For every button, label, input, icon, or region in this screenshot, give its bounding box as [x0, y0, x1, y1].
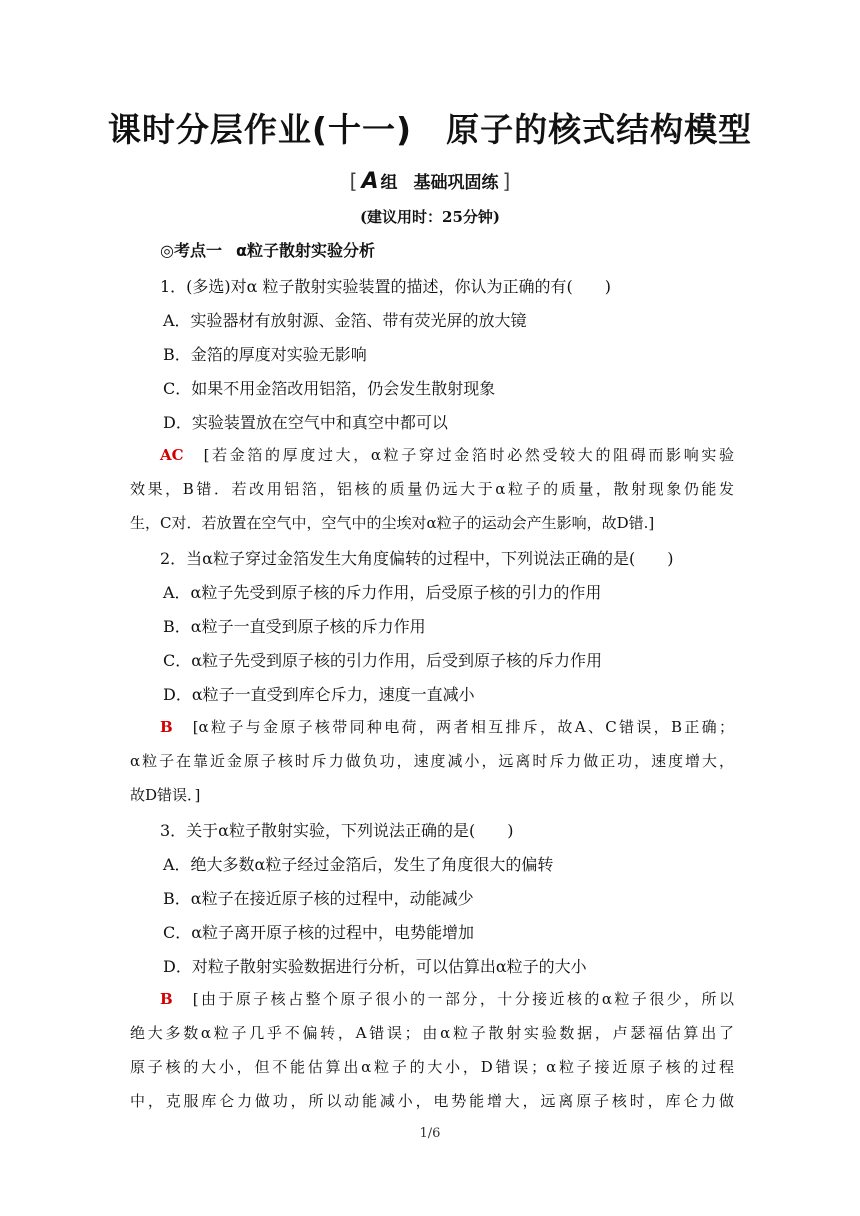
q2-option-b: B．α粒子一直受到原子核的斥力作用	[163, 617, 426, 636]
q1-answer-line-1: AC [若金箔的厚度过大，α粒子穿过金箔时必然受较大的阻碍而影响实验	[160, 446, 734, 464]
q1-answer-line-3: 生，C对．若放置在空气中，空气中的尘埃对α粒子的运动会产生影响，故D错.]	[130, 514, 655, 532]
q1-answer-line-2: 效果，B错．若改用铝箔，铝核的质量仍远大于α粒子的质量，散射现象仍能发	[130, 480, 734, 498]
suggested-time: (建议用时：25分钟)	[359, 208, 501, 226]
q1-option-d: D．实验装置放在空气中和真空中都可以	[163, 413, 448, 432]
right-bracket: ]	[502, 169, 511, 193]
question-2-stem: 2．当α粒子穿过金箔发生大角度偏转的过程中，下列说法正确的是( )	[160, 549, 674, 568]
q1-option-c: C．如果不用金箔改用铝箔，仍会发生散射现象	[163, 379, 496, 398]
q2-answer-key: B	[160, 718, 173, 736]
q2-answer-line-2: α粒子在靠近金原子核时斥力做负功，速度减小，远离时斥力做正功，速度增大，	[130, 752, 734, 770]
q1-option-b: B．金箔的厚度对实验无影响	[163, 345, 367, 364]
q2-answer-line-1: B [α粒子与金原子核带同种电荷，两者相互排斥，故A、C错误，B正确；	[160, 718, 734, 736]
q1-option-a: A．实验器材有放射源、金箔、带有荧光屏的放大镜	[163, 311, 527, 330]
q2-option-a: A．α粒子先受到原子核的斥力作用，后受原子核的引力的作用	[163, 583, 602, 602]
q3-option-a: A．绝大多数α粒子经过金箔后，发生了角度很大的偏转	[163, 855, 554, 874]
section-marker: ◎考点一	[160, 241, 222, 260]
page-number: 1/6	[419, 1126, 441, 1141]
q3-option-d: D．对粒子散射实验数据进行分析，可以估算出α粒子的大小	[163, 957, 587, 976]
q3-option-b: B．α粒子在接近原子核的过程中，动能减少	[163, 889, 474, 908]
q2-option-d: D．α粒子一直受到库仑斥力，速度一直减小	[163, 685, 475, 704]
q3-answer-line-2: 绝大多数α粒子几乎不偏转，A错误；由α粒子散射实验数据，卢瑟福估算出了	[130, 1024, 734, 1042]
group-letter: A	[361, 169, 379, 194]
page-title: 课时分层作业(十一) 原子的核式结构模型	[107, 110, 753, 149]
q3-answer-line-3: 原子核的大小，但不能估算出α粒子的大小，D错误；α粒子接近原子核的过程	[130, 1058, 734, 1076]
group-name: 基础巩固练	[413, 173, 499, 193]
question-3-stem: 3．关于α粒子散射实验，下列说法正确的是( )	[160, 821, 514, 840]
q3-answer-line-4: 中，克服库仑力做功，所以动能减小，电势能增大，远离原子核时，库仑力做	[130, 1092, 734, 1110]
q1-answer-key: AC	[160, 446, 184, 464]
q3-option-c: C．α粒子离开原子核的过程中，电势能增加	[163, 923, 475, 942]
q2-option-c: C．α粒子先受到原子核的引力作用，后受到原子核的斥力作用	[163, 651, 603, 670]
left-bracket: [	[349, 169, 358, 193]
group-suffix: 组	[380, 173, 398, 193]
group-label	[0, 168, 860, 194]
q3-answer-key: B	[160, 990, 173, 1008]
question-1-stem: 1．(多选)对α 粒子散射实验装置的描述，你认为正确的有( )	[160, 277, 612, 296]
q2-answer-line-3: 故D错误．]	[130, 786, 201, 804]
section-name: α粒子散射实验分析	[235, 241, 375, 260]
q3-answer-line-1: B [由于原子核占整个原子很小的一部分，十分接近核的α粒子很少，所以	[160, 990, 734, 1008]
section-heading	[160, 238, 375, 261]
